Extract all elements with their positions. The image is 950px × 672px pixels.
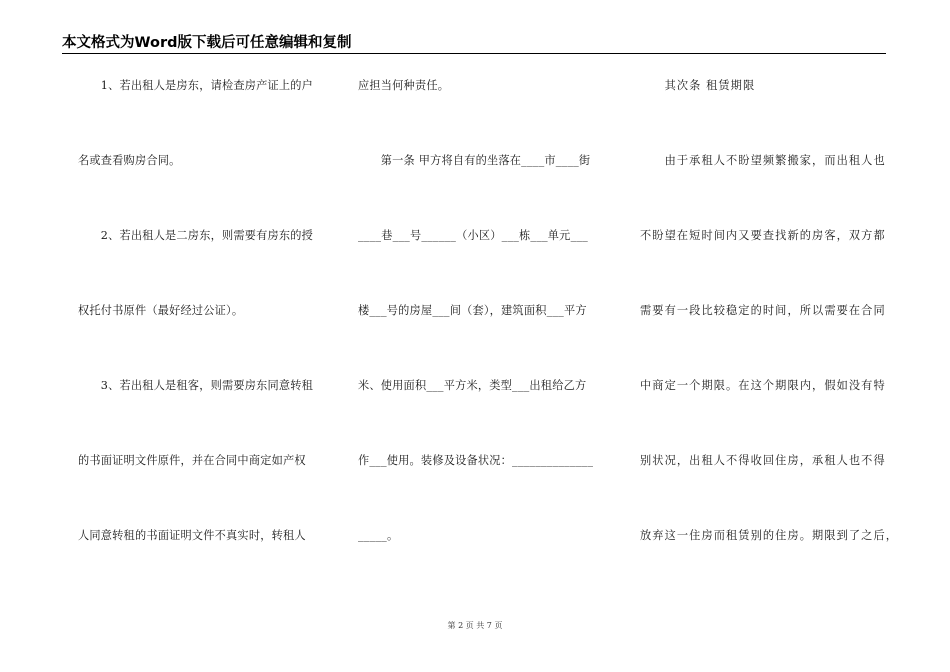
text-line: 别状况，出租人不得收回住房，承租人也不得	[640, 454, 886, 467]
text-line: 放弃这一住房而租赁别的住房。期限到了之后，	[640, 529, 899, 542]
text-line: 权托付书原件（最好经过公证）。	[78, 304, 244, 317]
text-line: 的书面证明文件原件，并在合同中商定如产权	[78, 454, 306, 467]
text-line: 不盼望在短时间内又要查找新的房客，双方都	[640, 229, 886, 242]
document-header-title: 本文格式为Word版下载后可任意编辑和复制	[62, 35, 352, 51]
text-line: 需要有一段比较稳定的时间，所以需要在合同	[640, 304, 886, 317]
text-line: 1、若出租人是房东，请检查房产证上的户	[78, 79, 314, 92]
text-line: 3、若出租人是租客，则需要房东同意转租	[78, 379, 314, 392]
text-line: 第一条 甲方将自有的坐落在____市____街	[358, 154, 591, 167]
text-line: 人同意转租的书面证明文件不真实时，转租人	[78, 529, 306, 542]
text-line: _____。	[358, 529, 399, 542]
text-line: 由于承租人不盼望频繁搬家，而出租人也	[640, 154, 886, 167]
text-line: 应担当何种责任。	[358, 79, 450, 92]
text-line: 名或查看购房合同。	[78, 154, 181, 167]
text-line: 作___使用。装修及设备状况：______________	[358, 454, 594, 467]
text-line: 中商定一个期限。在这个期限内，假如没有特	[640, 379, 886, 392]
text-line: 楼___号的房屋___间（套），建筑面积___平方	[358, 304, 587, 317]
header-divider	[62, 53, 886, 54]
page-number: 第 2 页 共 7 页	[447, 621, 503, 630]
text-line: 2、若出租人是二房东，则需要有房东的授	[78, 229, 314, 242]
text-line: ____巷___号______（小区）___栋___单元___	[358, 229, 588, 242]
text-line: 米、使用面积___平方米，类型___出租给乙方	[358, 379, 587, 392]
text-line: 其次条 租赁期限	[640, 79, 756, 92]
